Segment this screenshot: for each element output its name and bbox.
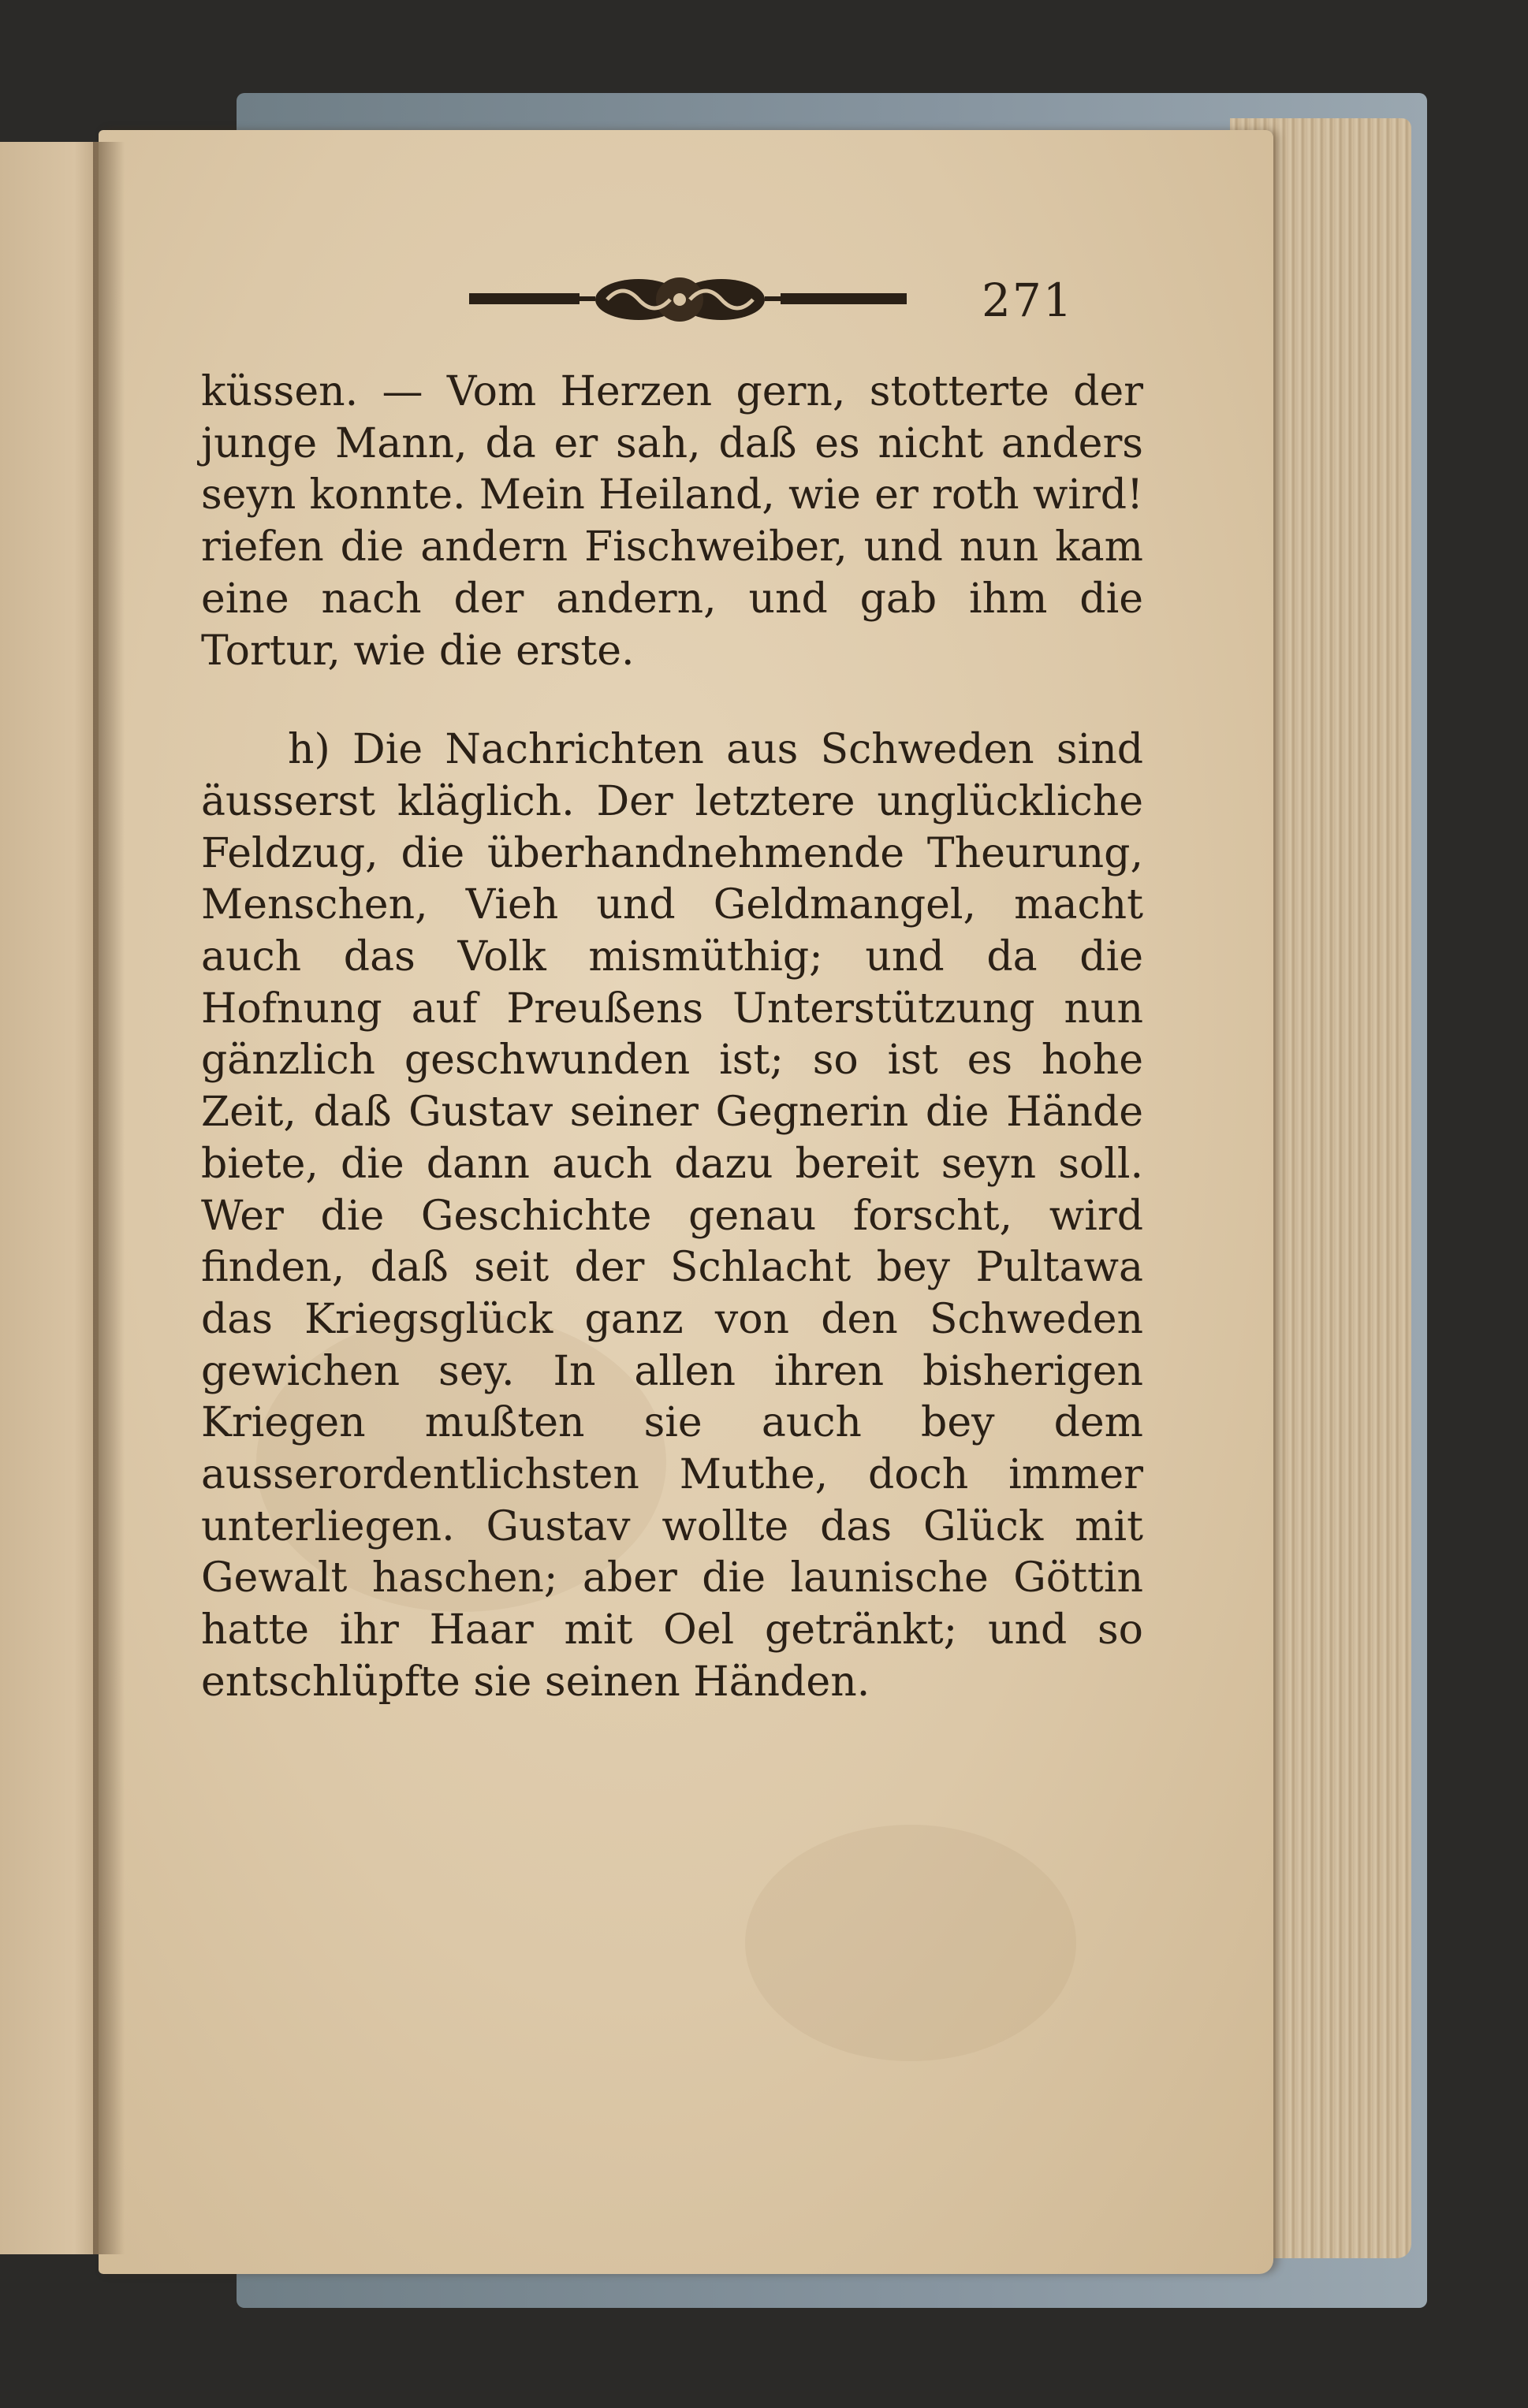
ornament-icon <box>469 276 907 323</box>
gutter-shadow <box>93 142 125 2254</box>
body-text <box>201 367 1143 1709</box>
right-page <box>99 130 1273 2274</box>
page-number: 271 <box>982 274 1074 327</box>
paper-stain <box>745 1825 1076 2061</box>
paragraph-1: küssen. — Vom Herzen gern, stotterte der junge Mann, da er sah, daß es nicht anders seyn konnte. Mein Heiland, wie er roth wird! riefen die andern Fischweiber, und nun kam eine nach der andern, und gab ihm die Tortur, wie die erste. <box>201 368 1143 675</box>
left-page <box>0 142 106 2254</box>
paragraph-2: h) Die Nachrichten aus Schweden sind äusserst kläglich. Der letztere unglückliche Feldzug, die überhandnehmende Theurung, Menschen, Vieh und Geldmangel, macht auch das Volk mismüthig; und da die Hofnung auf Preußens Unterstützung nun gänzlich geschwunden ist; so ist es hohe Zeit, daß Gustav seiner Gegnerin die Hände biete, die dann auch dazu bereit seyn soll. Wer die Geschichte genau forscht, wird finden, daß seit der Schlacht bey Pultawa das Kriegsglück ganz von den Schweden gewichen sey. In allen ihren bisherigen Kriegen mußten sie auch bey dem ausserordentlichsten Muthe, doch immer unterliegen. Gustav wollte das Glück mit Gewalt haschen; aber die launische Göttin hatte ihr Haar mit Oel getränkt; und so entschlüpfte sie seinen Händen. <box>201 726 1143 1706</box>
